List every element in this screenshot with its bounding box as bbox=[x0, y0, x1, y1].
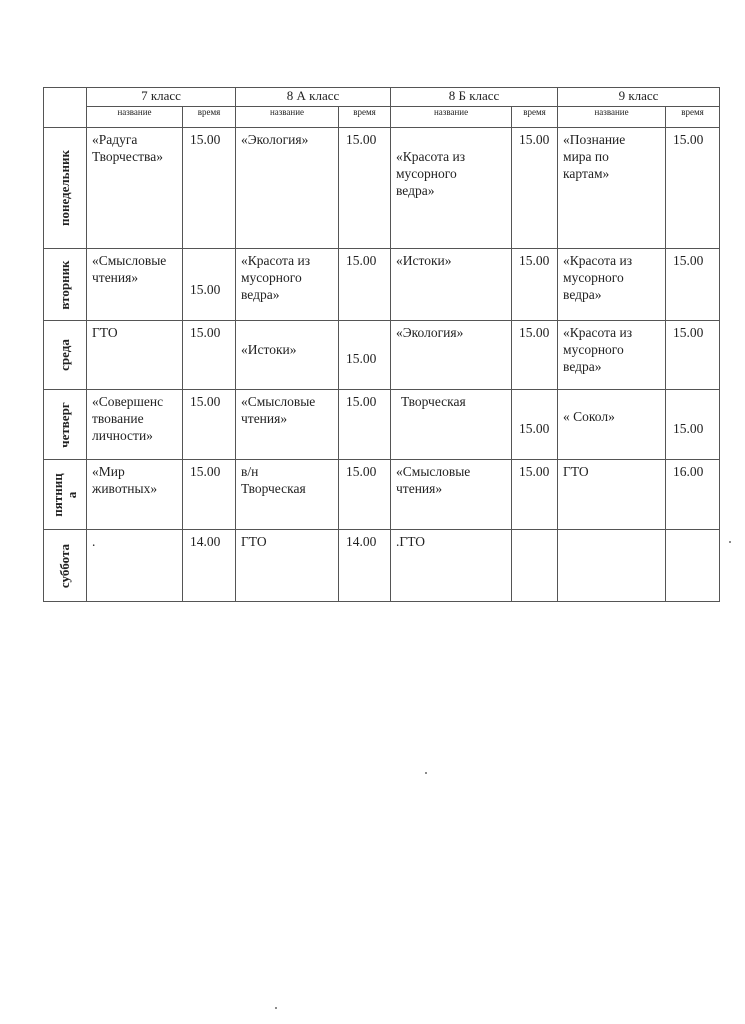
activity-name-cell bbox=[87, 128, 183, 249]
activity-time-cell bbox=[666, 249, 720, 321]
activity-name-cell bbox=[236, 321, 339, 390]
activity-name: « Сокол» bbox=[563, 409, 615, 424]
activity-name-cell bbox=[558, 460, 666, 530]
day-label: понедельник bbox=[57, 149, 72, 227]
activity-time: 15.00 bbox=[346, 253, 377, 268]
activity-name-cell bbox=[391, 249, 512, 321]
day-row-wednesday bbox=[44, 321, 720, 390]
activity-time-cell bbox=[339, 249, 391, 321]
day-label-cell bbox=[44, 249, 87, 321]
activity-name: «Экология» bbox=[241, 132, 309, 147]
day-row-thursday bbox=[44, 390, 720, 460]
day-label: вторник bbox=[57, 259, 72, 310]
class-header-8b: 8 Б класс bbox=[391, 88, 558, 107]
activity-time: 15.00 bbox=[519, 253, 550, 268]
subheader-row bbox=[44, 107, 720, 128]
activity-time-cell bbox=[183, 128, 236, 249]
scan-speck bbox=[425, 772, 427, 774]
activity-time: 15.00 bbox=[190, 464, 221, 479]
name-col-header: название bbox=[391, 107, 512, 128]
activity-name: . bbox=[92, 534, 96, 549]
activity-time-cell bbox=[183, 460, 236, 530]
day-label-cell bbox=[44, 530, 87, 602]
activity-time: 16.00 bbox=[673, 464, 704, 479]
activity-time-cell bbox=[339, 128, 391, 249]
activity-time-cell bbox=[666, 321, 720, 390]
day-row-friday bbox=[44, 460, 720, 530]
activity-name-cell bbox=[558, 390, 666, 460]
activity-name: «Смысловые чтения» bbox=[241, 394, 316, 426]
activity-time: 15.00 bbox=[190, 132, 221, 147]
activity-name: «Красота из мусорного ведра» bbox=[563, 325, 633, 374]
activity-name-cell bbox=[236, 249, 339, 321]
activity-time: 14.00 bbox=[346, 534, 377, 549]
activity-name: Творческая bbox=[401, 394, 466, 409]
day-label-cell bbox=[44, 460, 87, 530]
activity-time-cell bbox=[183, 321, 236, 390]
scan-speck bbox=[275, 1007, 277, 1009]
activity-time-cell bbox=[512, 128, 558, 249]
activity-name: «Красота из мусорного ведра» bbox=[563, 253, 633, 302]
activity-name-cell bbox=[391, 530, 512, 602]
activity-time: 15.00 bbox=[519, 421, 550, 436]
activity-name-cell bbox=[87, 321, 183, 390]
activity-time: 15.00 bbox=[673, 421, 704, 436]
class-header-9: 9 класс bbox=[558, 88, 720, 107]
activity-name: ГТО bbox=[563, 464, 589, 479]
activity-name-cell bbox=[236, 128, 339, 249]
activity-time: 15.00 bbox=[190, 325, 221, 340]
day-label: четверг bbox=[57, 401, 72, 448]
activity-name-cell bbox=[391, 128, 512, 249]
activity-name-cell bbox=[87, 530, 183, 602]
activity-time-cell bbox=[512, 530, 558, 602]
day-row-monday bbox=[44, 128, 720, 249]
activity-name-cell bbox=[558, 530, 666, 602]
day-label: среда bbox=[57, 339, 72, 371]
time-col-header: время bbox=[666, 107, 720, 128]
activity-name-cell bbox=[87, 249, 183, 321]
activity-name-cell bbox=[391, 460, 512, 530]
activity-name-cell bbox=[236, 460, 339, 530]
activity-time-cell bbox=[512, 321, 558, 390]
name-col-header: название bbox=[236, 107, 339, 128]
activity-name: «Красота из мусорного ведра» bbox=[241, 253, 311, 302]
activity-time-cell bbox=[183, 530, 236, 602]
activity-time: 15.00 bbox=[346, 351, 377, 366]
activity-time: 15.00 bbox=[673, 132, 704, 147]
activity-time: 15.00 bbox=[190, 282, 221, 297]
activity-time: 15.00 bbox=[346, 132, 377, 147]
activity-name-cell bbox=[558, 321, 666, 390]
day-label: суббота bbox=[57, 543, 72, 588]
day-label-cell bbox=[44, 390, 87, 460]
activity-name: «Смысловые чтения» bbox=[92, 253, 167, 285]
day-label-cell bbox=[44, 321, 87, 390]
activity-time: 14.00 bbox=[190, 534, 221, 549]
activity-name: «Красота из мусорного ведра» bbox=[396, 149, 466, 198]
activity-time: 15.00 bbox=[519, 464, 550, 479]
activity-name: «Истоки» bbox=[241, 342, 297, 357]
activity-time-cell bbox=[666, 530, 720, 602]
activity-name: «Смысловые чтения» bbox=[396, 464, 471, 496]
activity-name-cell bbox=[391, 321, 512, 390]
activity-name-cell bbox=[558, 128, 666, 249]
activity-time: 15.00 bbox=[519, 325, 550, 340]
activity-time-cell bbox=[183, 390, 236, 460]
activity-time: 15.00 bbox=[190, 394, 221, 409]
time-col-header: время bbox=[183, 107, 236, 128]
activity-time-cell bbox=[339, 390, 391, 460]
day-label-cell bbox=[44, 128, 87, 249]
activity-name: ГТО bbox=[241, 534, 267, 549]
activity-name: ГТО bbox=[92, 325, 118, 340]
time-col-header: время bbox=[339, 107, 391, 128]
activity-name: «Радуга Творчества» bbox=[92, 132, 163, 164]
activity-name: «Экология» bbox=[396, 325, 464, 340]
activity-name: в/н Творческая bbox=[241, 464, 306, 496]
activity-time-cell bbox=[666, 390, 720, 460]
activity-time-cell bbox=[512, 460, 558, 530]
day-row-tuesday bbox=[44, 249, 720, 321]
corner-cell bbox=[44, 88, 87, 128]
activity-name: «Мир животных» bbox=[92, 464, 158, 496]
name-col-header: название bbox=[558, 107, 666, 128]
class-header-row bbox=[44, 88, 720, 107]
activity-name: .ГТО bbox=[396, 534, 426, 549]
activity-name-cell bbox=[87, 390, 183, 460]
time-col-header: время bbox=[512, 107, 558, 128]
activity-name: «Совершенс твование личности» bbox=[92, 394, 164, 443]
activity-name-cell bbox=[236, 390, 339, 460]
scan-speck bbox=[729, 541, 731, 543]
activity-time-cell bbox=[339, 530, 391, 602]
activity-time: 15.00 bbox=[519, 132, 550, 147]
activity-time-cell bbox=[512, 249, 558, 321]
day-row-saturday bbox=[44, 530, 720, 602]
activity-time: 15.00 bbox=[346, 464, 377, 479]
activity-time: 15.00 bbox=[673, 253, 704, 268]
activity-name-cell bbox=[236, 530, 339, 602]
activity-name: «Познание мира по картам» bbox=[563, 132, 626, 181]
activity-name: «Истоки» bbox=[396, 253, 452, 268]
activity-time-cell bbox=[666, 460, 720, 530]
activity-name-cell bbox=[391, 390, 512, 460]
activity-time-cell bbox=[512, 390, 558, 460]
activity-time-cell bbox=[339, 321, 391, 390]
activity-name-cell bbox=[558, 249, 666, 321]
activity-time-cell bbox=[339, 460, 391, 530]
activity-time: 15.00 bbox=[346, 394, 377, 409]
name-col-header: название bbox=[87, 107, 183, 128]
activity-time-cell bbox=[666, 128, 720, 249]
activity-time-cell bbox=[183, 249, 236, 321]
class-header-7: 7 класс bbox=[87, 88, 236, 107]
activity-name-cell bbox=[87, 460, 183, 530]
activity-time: 15.00 bbox=[673, 325, 704, 340]
class-header-8a: 8 А класс bbox=[236, 88, 391, 107]
schedule-table bbox=[43, 87, 720, 602]
day-label: пятниц а bbox=[50, 472, 79, 517]
